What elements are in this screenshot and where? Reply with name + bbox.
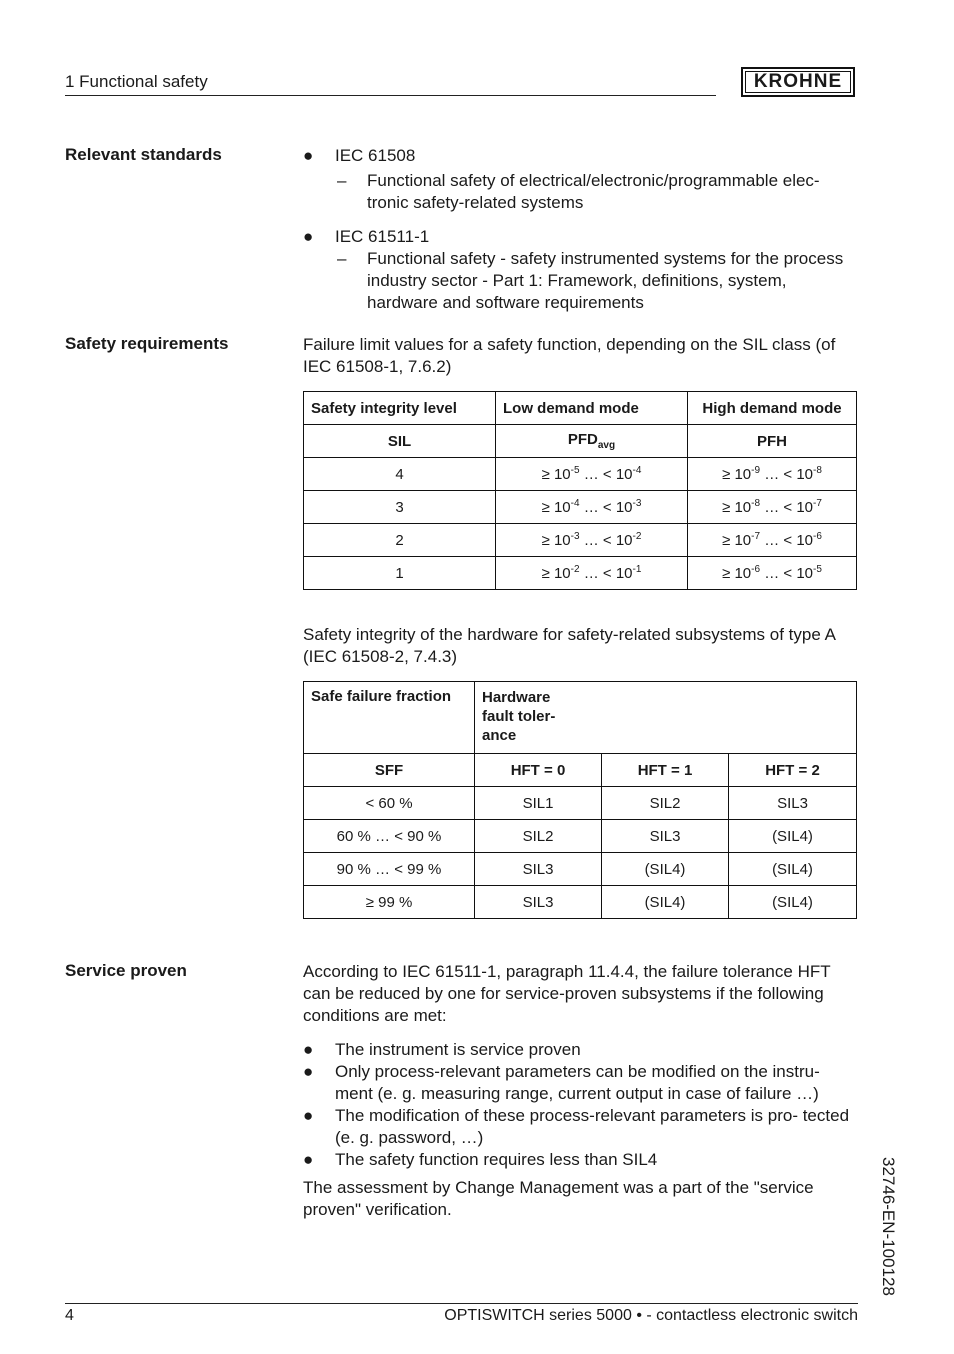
high-demand-cell: ≥ $10^{-6}$ … < $10^{-5}$ bbox=[688, 557, 857, 590]
table-row bbox=[304, 853, 857, 886]
table-row bbox=[304, 820, 857, 853]
table-subheader: HFT = 0 bbox=[475, 754, 602, 787]
safety-text-2: Safety integrity of the hardware for safety-related subsystems of type A (IEC 61508-2, 7.4.3) bbox=[303, 625, 835, 666]
standard-desc: Functional safety of electrical/electronic/programmable elec- tronic safety-related systems bbox=[367, 171, 820, 212]
table-subheader: SIL bbox=[304, 425, 496, 458]
table-header: Hardware fault toler- ance bbox=[475, 682, 857, 754]
low-demand-cell: ≥ $10^{-2}$ … < $10^{-1}$ bbox=[496, 557, 688, 590]
service-proven-heading: Service proven bbox=[65, 961, 187, 980]
service-closing: The assessment by Change Management was a part of the "service proven" verification. bbox=[303, 1178, 814, 1219]
sil-cell: (SIL4) bbox=[602, 853, 729, 886]
service-intro: According to IEC 61511-1, paragraph 11.4.4, the failure tolerance HFT can be reduced by one for service-proven subsystems if the following conditions are met: bbox=[303, 962, 831, 1025]
table-row bbox=[304, 787, 857, 820]
table-row bbox=[304, 886, 857, 919]
high-demand-cell: ≥ $10^{-9}$ … < $10^{-8}$ bbox=[688, 458, 857, 491]
document-number: 32746-EN-100128 bbox=[879, 1157, 898, 1296]
table-row bbox=[304, 491, 857, 524]
sil-cell: (SIL4) bbox=[729, 853, 857, 886]
chapter-header: 1 Functional safety bbox=[65, 72, 208, 91]
table-subheader: $PFD_{avg}$ bbox=[496, 425, 688, 458]
bullet-icon: ● bbox=[303, 227, 314, 246]
bullet-icon: ● bbox=[303, 146, 314, 165]
sil-cell: (SIL4) bbox=[602, 886, 729, 919]
sil-table bbox=[303, 391, 857, 590]
low-demand-cell: ≥ $10^{-3}$ … < $10^{-2}$ bbox=[496, 524, 688, 557]
table-header: Low demand mode bbox=[496, 392, 688, 425]
table-row bbox=[304, 557, 857, 590]
condition-item: The modification of these process-relevant parameters is pro- tected (e. g. password, …) bbox=[335, 1106, 850, 1147]
page-number: 4 bbox=[65, 1307, 74, 1324]
standard-item: IEC 61508 bbox=[335, 146, 416, 165]
sil-cell: SIL2 bbox=[475, 820, 602, 853]
sil-cell: 1 bbox=[304, 557, 496, 590]
table-header: High demand mode bbox=[688, 392, 857, 425]
low-demand-cell: ≥ $10^{-4}$ … < $10^{-3}$ bbox=[496, 491, 688, 524]
table-row bbox=[304, 458, 857, 491]
condition-item: Only process-relevant parameters can be modified on the instru- ment (e. g. measuring range, current output in case of failure …) bbox=[335, 1062, 820, 1103]
safety-text-1: Failure limit values for a safety function, depending on the SIL class (of IEC 61508-1, 7.6.2) bbox=[303, 335, 836, 376]
krohne-logo bbox=[741, 67, 855, 97]
high-demand-cell: ≥ $10^{-7}$ … < $10^{-6}$ bbox=[688, 524, 857, 557]
dash-icon: – bbox=[337, 249, 347, 268]
sil-cell: SIL3 bbox=[475, 853, 602, 886]
sil-cell: 3 bbox=[304, 491, 496, 524]
sil-cell: SIL2 bbox=[602, 787, 729, 820]
logo-text: KROHNE bbox=[745, 71, 851, 93]
bullet-icon: ● bbox=[303, 1062, 314, 1081]
sil-cell: SIL3 bbox=[729, 787, 857, 820]
condition-item: The instrument is service proven bbox=[335, 1040, 581, 1059]
low-demand-cell: ≥ $10^{-5}$ … < $10^{-4}$ bbox=[496, 458, 688, 491]
standard-item: IEC 61511-1 bbox=[335, 227, 430, 246]
table-row bbox=[304, 524, 857, 557]
safety-requirements-heading: Safety requirements bbox=[65, 334, 229, 353]
standard-desc: Functional safety - safety instrumented systems for the process industry sector - Part 1: Framework, definitions, system, hardware and software requirements bbox=[367, 249, 844, 312]
table-subheader: HFT = 2 bbox=[729, 754, 857, 787]
sil-cell: 2 bbox=[304, 524, 496, 557]
header-rule bbox=[65, 95, 716, 96]
table-subheader: PFH bbox=[688, 425, 857, 458]
table-header: Safe failure fraction bbox=[304, 682, 475, 754]
sff-cell: 60 % … < 90 % bbox=[304, 820, 475, 853]
table-subheader: SFF bbox=[304, 754, 475, 787]
footer-title: OPTISWITCH series 5000 • - contactless electronic switch bbox=[444, 1307, 858, 1324]
sil-cell: (SIL4) bbox=[729, 820, 857, 853]
sff-table bbox=[303, 681, 857, 919]
footer-rule bbox=[65, 1303, 858, 1304]
relevant-standards-heading: Relevant standards bbox=[65, 145, 222, 164]
bullet-icon: ● bbox=[303, 1040, 314, 1059]
sil-cell: (SIL4) bbox=[729, 886, 857, 919]
table-subheader: HFT = 1 bbox=[602, 754, 729, 787]
table-header: Safety integrity level bbox=[304, 392, 496, 425]
sff-cell: ≥ 99 % bbox=[304, 886, 475, 919]
sil-cell: SIL3 bbox=[475, 886, 602, 919]
condition-item: The safety function requires less than SIL4 bbox=[335, 1150, 658, 1169]
sil-cell: 4 bbox=[304, 458, 496, 491]
sil-cell: SIL3 bbox=[602, 820, 729, 853]
dash-icon: – bbox=[337, 171, 347, 190]
sff-cell: 90 % … < 99 % bbox=[304, 853, 475, 886]
bullet-icon: ● bbox=[303, 1106, 314, 1125]
sff-cell: < 60 % bbox=[304, 787, 475, 820]
bullet-icon: ● bbox=[303, 1150, 314, 1169]
sil-cell: SIL1 bbox=[475, 787, 602, 820]
high-demand-cell: ≥ $10^{-8}$ … < $10^{-7}$ bbox=[688, 491, 857, 524]
